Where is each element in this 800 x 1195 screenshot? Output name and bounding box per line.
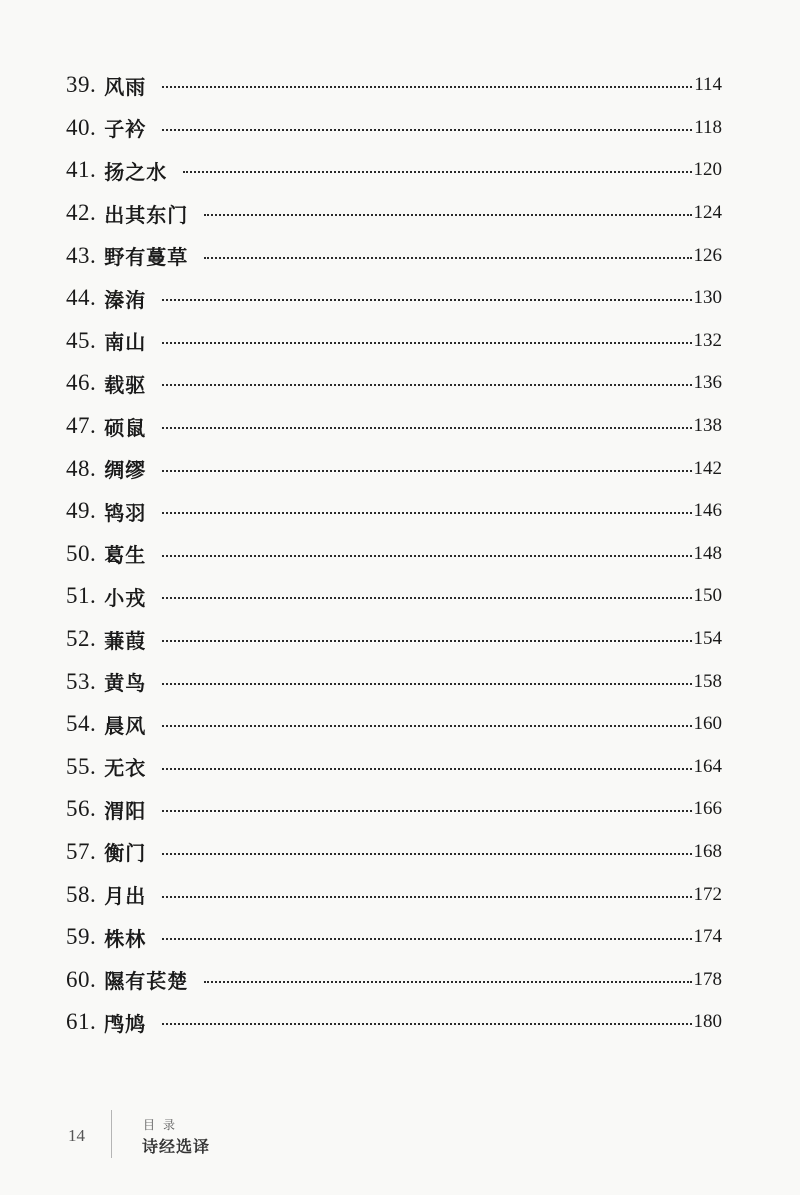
toc-entry[interactable]: [66, 660, 722, 703]
toc-entry[interactable]: [66, 831, 722, 874]
toc-entry-page: 158: [693, 670, 722, 692]
toc-entry-number: 41.: [66, 157, 97, 183]
toc-entry[interactable]: [66, 64, 722, 107]
toc-entry-number: 58.: [66, 881, 97, 907]
dot-leader: [162, 512, 691, 514]
dot-leader: [162, 683, 691, 685]
toc-entry-page: 118: [694, 116, 722, 138]
toc-entry-number: 59.: [66, 924, 97, 950]
toc-entry-number: 49.: [66, 498, 97, 524]
dot-leader: [162, 427, 691, 429]
toc-entry-page: 138: [693, 415, 722, 437]
toc-entry-title[interactable]: 隰有苌楚: [104, 969, 189, 994]
toc-entry-title[interactable]: 子衿: [104, 117, 147, 142]
dot-leader: [162, 896, 691, 898]
dot-leader: [162, 342, 691, 344]
toc-entry-title[interactable]: 溱洧: [104, 287, 147, 312]
toc-entry[interactable]: [66, 703, 722, 746]
page-footer: [0, 1110, 800, 1180]
toc-entry-page: 124: [693, 202, 722, 224]
toc-entry-page: 130: [693, 287, 722, 309]
dot-leader: [162, 768, 691, 770]
toc-entry-title[interactable]: 月出: [104, 884, 147, 909]
toc-entry-page: 132: [693, 329, 722, 351]
toc-entry-number: 51.: [66, 583, 97, 609]
toc-entry[interactable]: [66, 192, 722, 235]
footer-divider: [111, 1110, 112, 1158]
dot-leader: [183, 171, 691, 173]
running-section-title: 目录: [143, 1118, 184, 1132]
toc-entry-title[interactable]: 鸤鸠: [104, 1011, 147, 1036]
dot-leader: [162, 555, 691, 557]
toc-entry[interactable]: [66, 405, 722, 448]
toc-entry-number: 56.: [66, 796, 97, 822]
page-number: 14: [68, 1126, 85, 1145]
toc-entry-page: 166: [693, 798, 722, 820]
toc-entry-number: 52.: [66, 626, 97, 652]
dot-leader: [162, 129, 692, 131]
toc-entry-page: 114: [694, 74, 722, 96]
toc-entry[interactable]: [66, 490, 722, 533]
toc-entry-number: 46.: [66, 370, 97, 396]
toc-entry-title[interactable]: 黄鸟: [104, 671, 147, 696]
toc-entry-title[interactable]: 渭阳: [104, 798, 147, 823]
table-of-contents: [66, 64, 722, 1044]
toc-entry[interactable]: [66, 533, 722, 576]
toc-entry-number: 44.: [66, 285, 97, 311]
running-book-title: 诗经选译: [142, 1137, 211, 1156]
toc-entry-number: 54.: [66, 711, 97, 737]
toc-entry-number: 42.: [66, 200, 97, 226]
toc-entry-number: 60.: [66, 966, 97, 992]
toc-entry[interactable]: [66, 958, 722, 1001]
toc-entry-page: 168: [693, 840, 722, 862]
toc-entry-page: 142: [693, 457, 722, 479]
toc-entry[interactable]: [66, 362, 722, 405]
toc-entry[interactable]: [66, 618, 722, 661]
toc-entry-title[interactable]: 无衣: [104, 756, 147, 781]
toc-entry-title[interactable]: 蒹葭: [104, 628, 147, 653]
toc-entry-page: 148: [693, 542, 722, 564]
toc-entry-number: 39.: [66, 72, 97, 98]
dot-leader: [162, 384, 691, 386]
dot-leader: [162, 640, 691, 642]
dot-leader: [204, 981, 691, 983]
dot-leader: [162, 853, 691, 855]
dot-leader: [162, 938, 691, 940]
toc-entry[interactable]: [66, 873, 722, 916]
toc-entry-page: 146: [693, 500, 722, 522]
toc-entry[interactable]: [66, 149, 722, 192]
toc-entry-title[interactable]: 风雨: [104, 74, 147, 99]
toc-entry-page: 180: [693, 1011, 722, 1033]
dot-leader: [162, 597, 691, 599]
dot-leader: [162, 470, 691, 472]
toc-entry[interactable]: [66, 746, 722, 789]
dot-leader: [162, 810, 691, 812]
dot-leader: [162, 725, 691, 727]
toc-entry-number: 40.: [66, 114, 97, 140]
toc-entry-number: 57.: [66, 838, 97, 864]
toc-entry-title[interactable]: 出其东门: [104, 202, 189, 227]
toc-entry-number: 43.: [66, 242, 97, 268]
toc-entry-title[interactable]: 硕鼠: [104, 415, 147, 440]
toc-entry[interactable]: [66, 575, 722, 618]
dot-leader: [162, 299, 691, 301]
dot-leader: [204, 214, 691, 216]
toc-entry[interactable]: [66, 788, 722, 831]
toc-entry-page: 150: [693, 585, 722, 607]
toc-entry-page: 164: [693, 755, 722, 777]
toc-entry-title[interactable]: 株林: [104, 926, 147, 951]
toc-entry-title[interactable]: 南山: [104, 330, 147, 355]
toc-entry[interactable]: [66, 277, 722, 320]
toc-entry[interactable]: [66, 107, 722, 150]
dot-leader: [204, 257, 691, 259]
toc-entry-page: 126: [693, 244, 722, 266]
toc-entry-title[interactable]: 扬之水: [104, 159, 168, 184]
toc-entry-page: 154: [693, 628, 722, 650]
toc-entry-page: 178: [693, 968, 722, 990]
toc-entry-page: 174: [693, 926, 722, 948]
toc-entry-title[interactable]: 载驱: [104, 372, 147, 397]
toc-entry[interactable]: [66, 320, 722, 363]
toc-entry[interactable]: [66, 1001, 722, 1044]
toc-entry-number: 53.: [66, 668, 97, 694]
toc-entry-title[interactable]: 小戎: [104, 585, 147, 610]
toc-entry[interactable]: [66, 447, 722, 490]
toc-entry-number: 45.: [66, 327, 97, 353]
toc-entry-title[interactable]: 野有蔓草: [104, 245, 189, 270]
toc-entry-title[interactable]: 葛生: [104, 543, 147, 568]
toc-entry-number: 61.: [66, 1009, 97, 1035]
toc-entry[interactable]: [66, 234, 722, 277]
toc-entry-page: 136: [693, 372, 722, 394]
toc-entry-number: 48.: [66, 455, 97, 481]
toc-entry-page: 160: [693, 713, 722, 735]
toc-entry-title[interactable]: 绸缪: [104, 458, 147, 483]
toc-entry-title[interactable]: 晨风: [104, 713, 147, 738]
toc-entry-number: 47.: [66, 413, 97, 439]
toc-entry-title[interactable]: 鸨羽: [104, 500, 147, 525]
toc-entry-title[interactable]: 衡门: [104, 841, 147, 866]
toc-entry[interactable]: [66, 916, 722, 959]
toc-entry-number: 50.: [66, 540, 97, 566]
dot-leader: [162, 1023, 691, 1025]
dot-leader: [162, 86, 692, 88]
toc-entry-page: 120: [693, 159, 722, 181]
toc-entry-number: 55.: [66, 753, 97, 779]
toc-entry-page: 172: [693, 883, 722, 905]
